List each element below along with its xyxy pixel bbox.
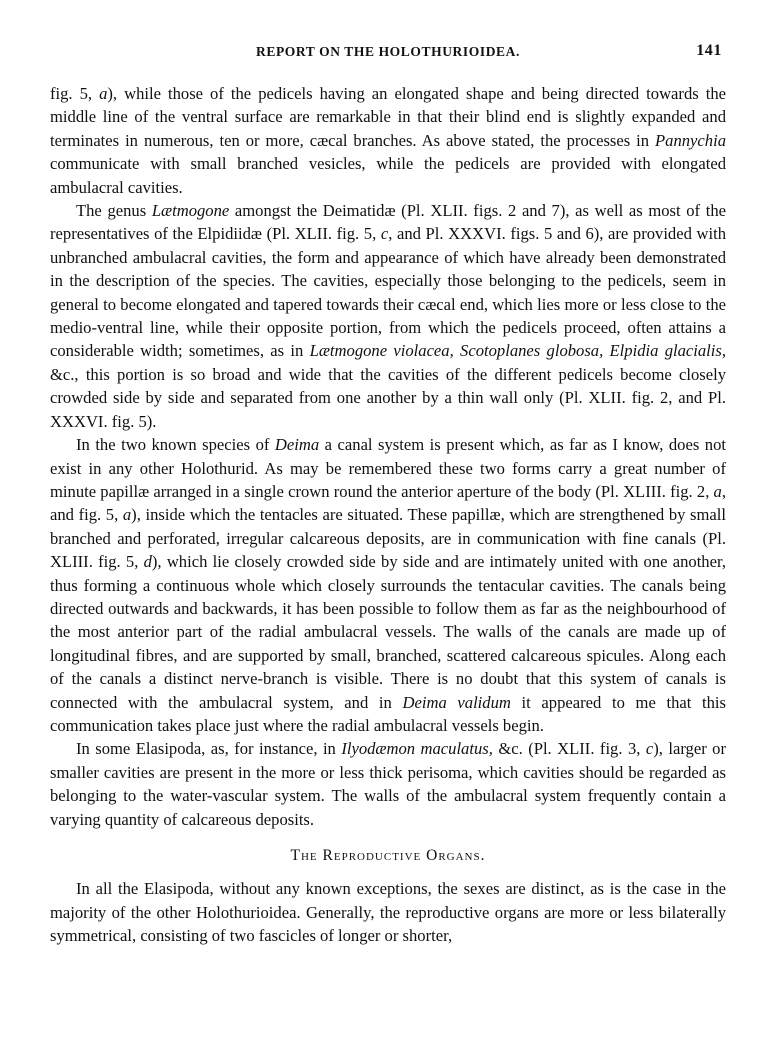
text-run: ), larger or smaller cavities are present in the more or less thick perisoma, which cavities should be regarded as belonging to the water-vascular system. The walls of the ambulacral system frequently contain a varying quantity of calcareous deposits. xyxy=(50,739,726,829)
genus-name: Deima xyxy=(274,435,320,455)
text-run: In the two known species of xyxy=(76,435,275,455)
paragraph-elasipoda-cavities xyxy=(50,737,726,831)
genus-name: Pannychia xyxy=(655,130,726,150)
figure-letter: c xyxy=(380,224,389,244)
paragraph-laetmogone xyxy=(50,199,726,433)
text-run: In some Elasipoda, as, for instance, in xyxy=(76,739,342,759)
figure-letter: a xyxy=(122,505,132,525)
text-run: In all the Elasipoda, without any known exceptions, the sexes are distinct, as is the case in the majority of the other Holothurioidea. Generally, the reproductive organs are more or less bilaterally symmetrical, consisting of two fascicles of longer or shorter, xyxy=(50,879,726,946)
genus-name: Lætmogone xyxy=(151,201,230,221)
text-run: ), while those of the pedicels having an elongated shape and being directed towards the middle line of the ventral surface are remarkable in that their blind end is slightly expanded and terminates in numerous, ten or more, cæcal branches. As above stated, the processes in xyxy=(50,84,726,150)
text-run: , and Pl. XXXVI. figs. 5 and 6), are provided with unbranched ambulacral cavities, the form and appearance of which have already been demonstrated in the description of the species. The cavities, especially those belonging to the pedicels, seem in general to become elongated and tapered towards their cæcal end, which lies more or less close to the medio-ventral line, while their opposite portion, from which the pedicels proceed, often attains a considerable width; sometimes, as in xyxy=(50,224,726,361)
text-run: &c., this portion is so broad and wide that the cavities of the different pedicels become closely crowded side by side and separated from one another by a thin wall only (Pl. XLII. fig. 2, and Pl. XXXVI. fig. 5). xyxy=(50,364,726,431)
text-run: &c. (Pl. XLII. fig. 3, xyxy=(492,739,646,759)
species-name: Ilyodæmon maculatus, xyxy=(341,739,493,759)
text-run: ), inside which the tentacles are situated. These papillæ, which are strengthened by small branched and perforated, irregular calcareous deposits, are in communication with fine canals (Pl. XLIII. fig. 5, xyxy=(50,505,726,572)
paragraph-continuation xyxy=(50,82,726,199)
text-run: , and fig. 5, xyxy=(50,481,726,525)
text-run: it appeared to me that this communication takes place just where the radial ambulacral vessels begin. xyxy=(50,692,726,735)
paragraph-reproductive xyxy=(50,877,726,947)
figure-letter: c xyxy=(645,739,654,759)
text-run: fig. 5, xyxy=(50,84,100,103)
running-title: REPORT ON THE HOLOTHURIOIDEA. xyxy=(256,44,520,59)
text-run: amongst the Deimatidæ (Pl. XLII. figs. 2 and 7), as well as most of the representatives of the Elpidiidæ (Pl. XLII. fig. 5, xyxy=(50,201,726,244)
figure-letter: a xyxy=(713,481,722,501)
species-names: Lætmogone violacea, Scotoplanes globosa, Elpidia glacialis, xyxy=(309,341,727,361)
figure-letter: d xyxy=(143,552,152,572)
page-number: 141 xyxy=(696,42,722,59)
running-header xyxy=(50,44,726,68)
text-run: The genus xyxy=(76,201,152,221)
figure-letter: a xyxy=(99,84,108,103)
body-text xyxy=(50,82,726,948)
text-run: ), which lie closely crowded side by side and are intimately united with one another, thus forming a continuous whole which closely surrounds the tentacular cavities. The canals being directed outwards and backwards, it has been possible to follow them as far as the neighbourhood of the most anterior part of the radial ambulacral vessels. The walls of the canals are made up of longitudinal fibres, and are supported by small, branched, scattered calcareous spicules. Along each of the canals a distinct nerve-branch is visible. There is no doubt that this system of canals is connected with the ambulacral system, and in xyxy=(50,552,726,712)
species-name: Deima validum xyxy=(402,692,511,712)
paragraph-deima xyxy=(50,433,726,737)
text-run: communicate with small branched vesicles, while the pedicels are provided with elongated ambulacral cavities. xyxy=(50,154,726,197)
section-heading: The Reproductive Organs. xyxy=(290,847,486,864)
text-run: a canal system is present which, as far as I know, does not exist in any other Holothurid. As may be remembered these two forms carry a great number of minute papillæ arranged in a single crown round the anterior aperture of the body (Pl. XLIII. fig. 2, xyxy=(50,435,727,501)
